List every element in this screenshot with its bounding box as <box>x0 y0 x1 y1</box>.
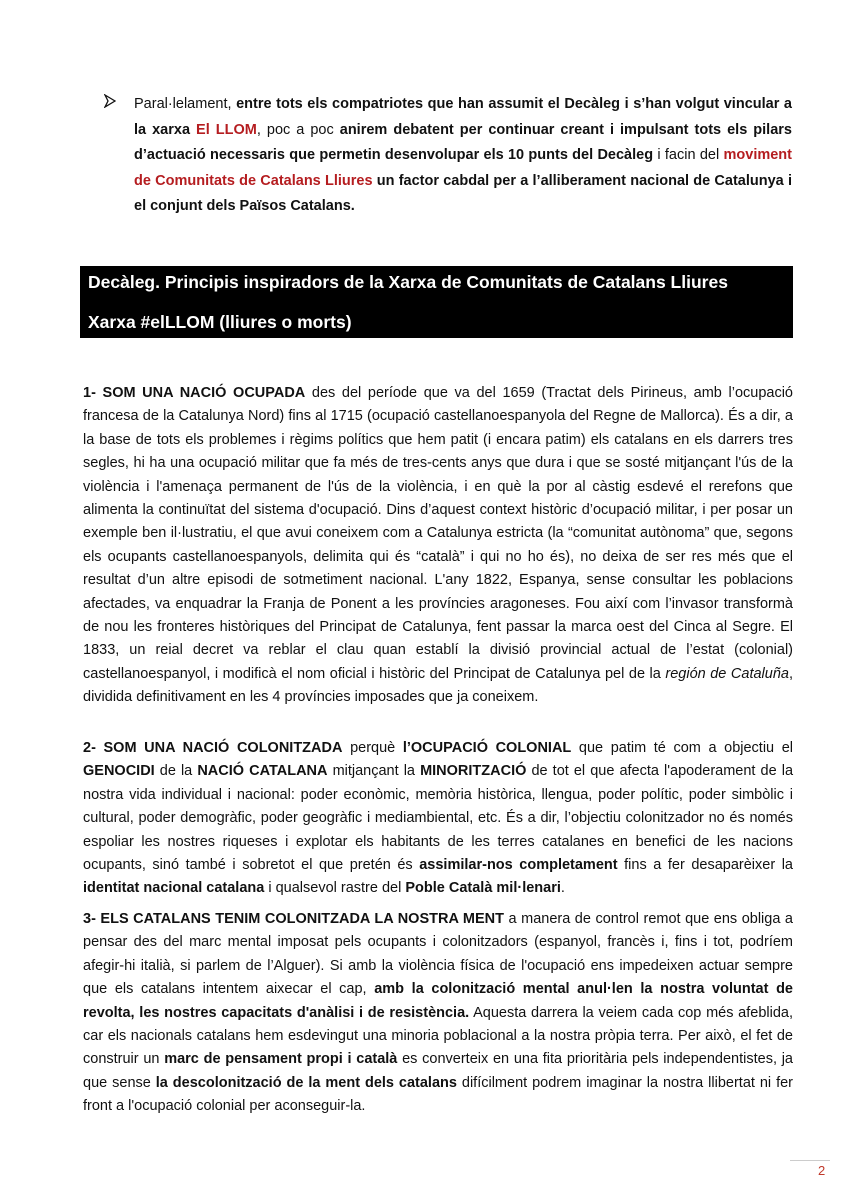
intro-paragraph <box>134 92 792 220</box>
point-1-italic: región de Cataluña <box>665 665 789 682</box>
intro-bold-2: anirem debatent per continuar creant i impulsant tots els pilars d’actuació necessaris que permetin desenvolupar els 10 punts del Decàleg <box>134 121 792 163</box>
intro-text-3: i facin del <box>653 147 724 163</box>
intro-moviment-highlight: moviment de Comunitats de Catalans Lliures <box>134 147 792 189</box>
point-2-bold-6: assimilar-nos completament <box>419 857 618 874</box>
point-2-text-1: perquè <box>342 740 403 756</box>
point-2-text-5: de tot el que afecta l'apoderament de la nostra vida individual i nacional: poder econòmic, memòria històrica, llengua, poder polític, poder simbòlic i cultural, poder demogràfic, poder geogràfic i mediambiental, etc. És a dir, l’objectiu colonitzador no és només espoliar les nostres riqueses i explotar els habitants de les terres catalanes en benefici de les nacions ocupants, sinó també i sobretot el que pretén és <box>83 763 794 874</box>
point-3-text-4: difícilment podrem imaginar la nostra llibertat ni fer front a l'ocupació colonial per aconseguir-la. <box>83 1074 794 1115</box>
arrow-bullet-icon <box>104 92 124 112</box>
point-2-bold-7: identitat nacional catalana <box>83 880 265 897</box>
point-2-text-4: mitjançant la <box>327 763 421 780</box>
page-number: 2 <box>818 1163 826 1178</box>
point-2-bold-3: GENOCIDI <box>83 763 155 780</box>
intro-bold-3: un factor cabdal per a l’alliberament nacional de Catalunya i el conjunt dels Països Catalans. <box>134 172 792 214</box>
point-2-bold-2: l’OCUPACIÓ COLONIAL <box>402 740 572 756</box>
intro-bold-1: entre tots els compatriotes que han assumit el Decàleg i s’han volgut vincular a la xarxa <box>134 96 792 138</box>
point-2-bold-5: MINORITZACIÓ <box>420 763 527 780</box>
banner-subtitle: Xarxa #elLLOM (lliures o morts) <box>88 312 352 332</box>
point-3-bold-3: marc de pensament propi i català <box>164 1051 398 1068</box>
point-2-paragraph <box>83 737 793 901</box>
decaleg-header-banner <box>80 266 793 338</box>
point-2-bold-8: Poble Català mil·lenari <box>405 880 561 897</box>
point-3-paragraph <box>83 908 793 1119</box>
point-1-paragraph <box>83 382 793 710</box>
point-3-heading: 3- ELS CATALANS TENIM COLONITZADA LA NOSTRA MENT <box>83 911 504 927</box>
intro-llom-highlight: El LLOM <box>196 121 257 138</box>
point-2-text-3: de la <box>154 763 198 780</box>
point-1-heading: 1- SOM UNA NACIÓ OCUPADA <box>83 385 306 401</box>
point-2-text-6: fins a fer desaparèixer la <box>617 857 793 874</box>
point-3-bold-4: la descolonització de la ment dels catalans <box>155 1074 457 1091</box>
point-1-text-end: , dividida definitivament en les 4 províncies imposades que ja coneixem. <box>83 665 793 706</box>
point-3-bold-2: amb la colonització mental anul·len la nostra voluntat de revolta, les nostres capacitats d'anàlisi i de resistència. <box>83 981 794 1021</box>
intro-text-1: Paral·lelament, <box>134 96 237 112</box>
intro-text-2: , poc a poc <box>256 121 340 138</box>
point-3-text-3: es converteix en una fita prioritària pels independentistes, ja que sense <box>83 1051 793 1091</box>
point-3-text-2: Aquesta darrera la veiem cada cop més afeblida, car els nacionals catalans hem esdevingut una minoria poblacional a la nostra pròpia terra. Per això, el fet de construir un <box>83 1004 793 1068</box>
point-2-text-7: i qualsevol rastre del <box>264 880 406 897</box>
point-2-text-2: que patim té com a objectiu el <box>571 740 793 756</box>
point-2-text-8: . <box>560 880 565 897</box>
point-3-text-1: a manera de control remot que ens obliga a pensar des del marc mental imposat pels ocupants i colonitzadors (espanyol, francès i, fins i tot, podríem afegir-hi italià, si parlem de l’Alguer). Si amb la violència física de l'ocupació ens impedeixen actuar sempre que els catalans intentem aixecar el cap, <box>83 911 793 998</box>
point-1-text: des del període que va del 1659 (Tractat dels Pirineus, amb l’ocupació francesa de la Catalunya Nord) fins al 1715 (ocupació castellanoespanyola del Regne de Mallorca). És a dir, a la base de tots els problemes i règims polítics que hem patit (i encara patim) els catalans en els darrers tres segles, hi ha una ocupació militar que fa més de tres-cents anys que dura i que se sosté mitjançant l'ús de la violència i l'amenaça permanent de l'ús de la violència, i en què la por al càstig esdevé el rerefons que alimenta la continuïtat del sistema d'ocupació. Dins d’aquest context històric d’ocupació militar, i per posar un exemple ben il·lustratiu, el que avui coneixem com a Catalunya estricta (la “comunitat autònoma” que, segons els ocupants castellanoespanyols, delimita qui és “català” i qui no ho és), no deixa de ser res més que el resultat d’un altre episodi de sotmetiment nacional. L'any 1822, Espanya, sense consultar les poblacions afectades, va enquadrar la Franja de Ponent a les províncies aragoneses. Fou així com l’invasor transformà de nou les fronteres històriques del Principat de Catalunya, fent passar la marca oest del Cinca al Segre. El 1833, un reial decret va reblar el clau quan establí la divisió provincial actual de l’estat (colonial) castellanoespanyol, i modificà el nom oficial i històric del Principat de Catalunya pel de la <box>83 385 793 682</box>
point-2-bold-4: NACIÓ CATALANA <box>197 763 328 780</box>
page-number-rule <box>790 1160 830 1161</box>
banner-title: Decàleg. Principis inspiradors de la Xarxa de Comunitats de Catalans Lliures <box>88 272 728 292</box>
point-2-heading: 2- SOM UNA NACIÓ COLONITZADA <box>83 740 343 756</box>
